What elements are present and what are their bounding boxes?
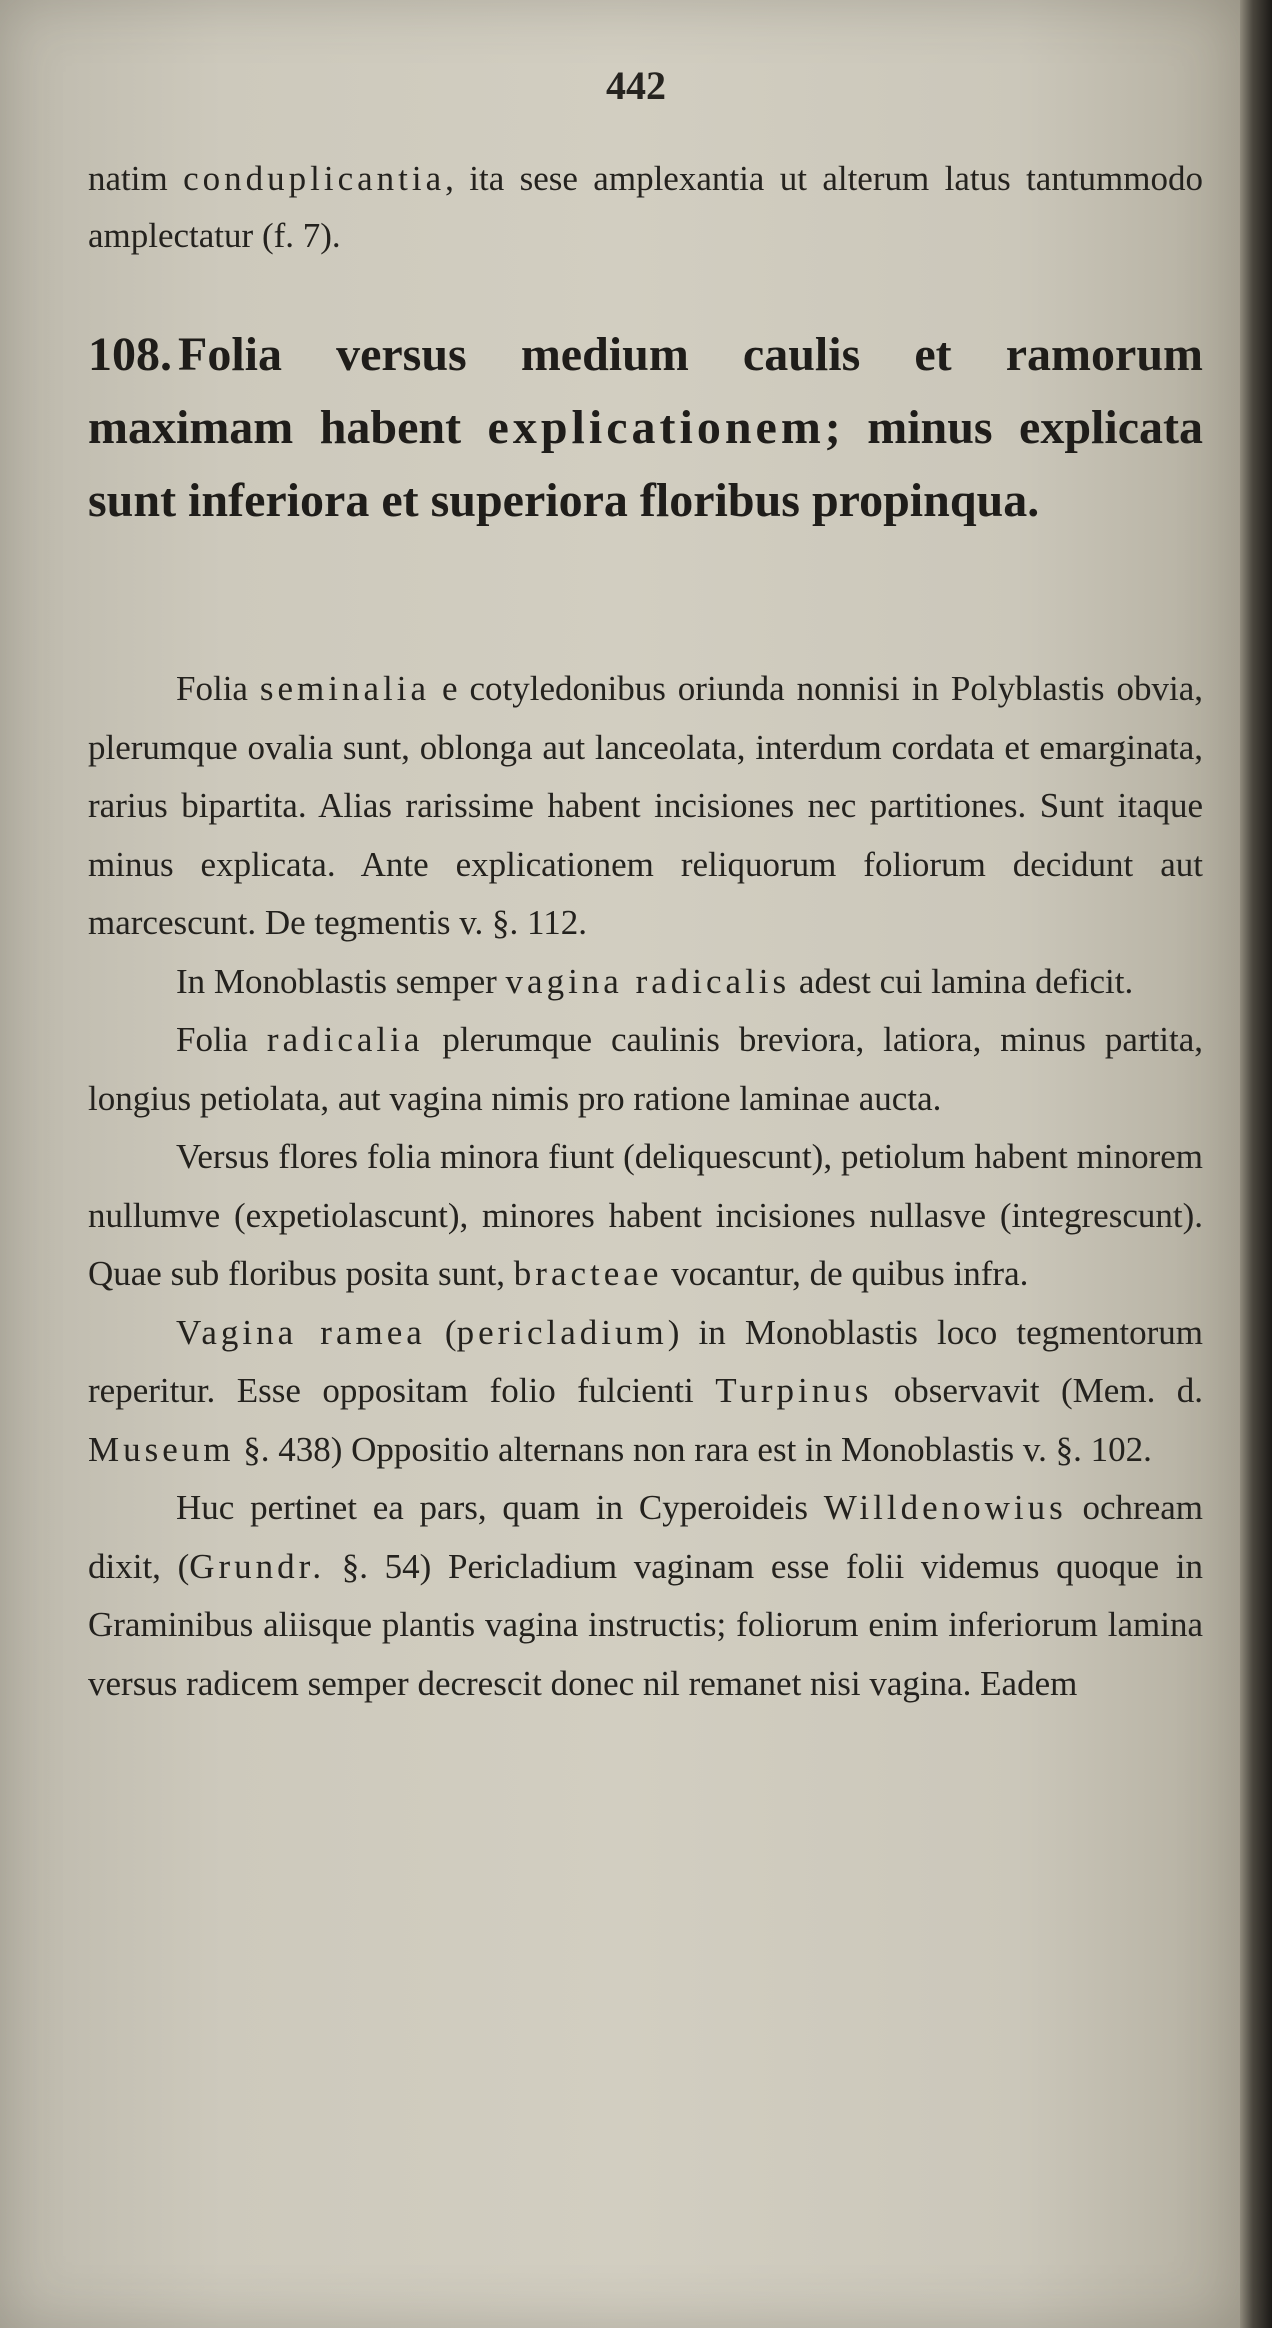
rule-text-a: Folia versus medium caulis et ramorum maximam habent [88,328,1203,454]
p6-text-a: Huc pertinet ea pars, quam in Cyperoideis [176,1488,824,1527]
p6-spaced-term-2: Grundr. [189,1546,326,1586]
p4-text-b: vocantur, de quibus infra. [662,1254,1029,1293]
rule-heading [88,318,1203,537]
p1-spaced-term: seminalia [259,669,431,708]
p5-spaced-term-4: Museum [88,1429,235,1469]
p3-text-b: plerumque caulinis breviora, latiora, minus partita, longius petiolata, aut vagina nimis pro ratione laminae aucta. [88,1020,1203,1118]
page-number: 442 [606,63,666,108]
rule-text-b: ; minus explicata sunt inferiora et superiora floribus propinqua. [88,401,1203,527]
paragraph-seminalia [88,660,1203,953]
paragraph-vagina-ramea [88,1304,1203,1480]
rule-spaced-term: explicationem [487,401,825,454]
p5-text-b: ) in Monoblastis loco tegmentorum reperitur. Esse oppositam folio fulcienti [88,1312,1204,1410]
intro-paragraph [88,150,1203,264]
p6-text-c: §. 54) Pericladium vaginam esse folii videmus quoque in Graminibus aliisque plantis vagina instructis; foliorum enim inferiorum lamina versus radicem semper decrescit donec nil remanet nisi vagina. Eadem [88,1546,1204,1703]
paragraph-ochrea [88,1479,1203,1713]
p5-text-a: ( [425,1312,457,1352]
paragraph-bracteae [88,1128,1203,1304]
p4-spaced-term: bracteae [513,1254,663,1293]
p1-text-a: Folia [176,669,260,708]
p5-text-c: observavit (Mem. d. [872,1371,1203,1410]
intro-spaced-term: conduplicantia [183,159,446,198]
p2-text-a: In Monoblastis semper [176,961,506,1001]
p3-spaced-term: radicalia [266,1020,424,1059]
page-edge-shadow [1240,0,1272,2328]
p6-spaced-term-1: Willdenowius [823,1488,1067,1527]
paragraph-radicalia [88,1011,1203,1128]
rule-number: 108. [88,328,172,381]
p4-text-a: Versus flores folia minora fiunt (deliquescunt), petiolum habent minorem nullumve (expetiolascunt), minores habent incisiones nullasve (integrescunt). Quae sub floribus posita sunt, [88,1137,1203,1293]
intro-text-before: natim [88,159,184,198]
p5-spaced-term-2: pericladium [456,1312,668,1352]
p1-text-b: e cotyledonibus oriunda nonnisi in Polyblastis obvia, plerumque ovalia sunt, oblonga aut lanceolata, interdum cordata et emarginata, rarius bipartita. Alias rarissime habent incisiones nec partitiones. Sunt itaque minus explicata. Ante explicationem reliquorum foliorum decidunt aut marcescunt. De tegmentis v. §. 112. [88,669,1203,942]
intro-text-after: , ita sese amplexantia ut alterum latus tantummodo amplectatur (f. 7). [88,159,1203,255]
p5-spaced-term-3: Turpinus [715,1371,873,1410]
p5-text-d: §. 438) Oppositio alternans non rara est in Monoblastis v. §. 102. [234,1429,1152,1469]
p2-text-b: adest cui lamina deficit. [790,961,1134,1001]
body-text [88,660,1203,1713]
paragraph-vagina-radicalis [88,953,1203,1012]
p6-text-b: ochream dixit, ( [88,1488,1203,1586]
p5-spaced-term-1: Vagina ramea [176,1312,426,1352]
p2-spaced-term: vagina radicalis [505,961,791,1001]
p3-text-a: Folia [176,1020,267,1059]
